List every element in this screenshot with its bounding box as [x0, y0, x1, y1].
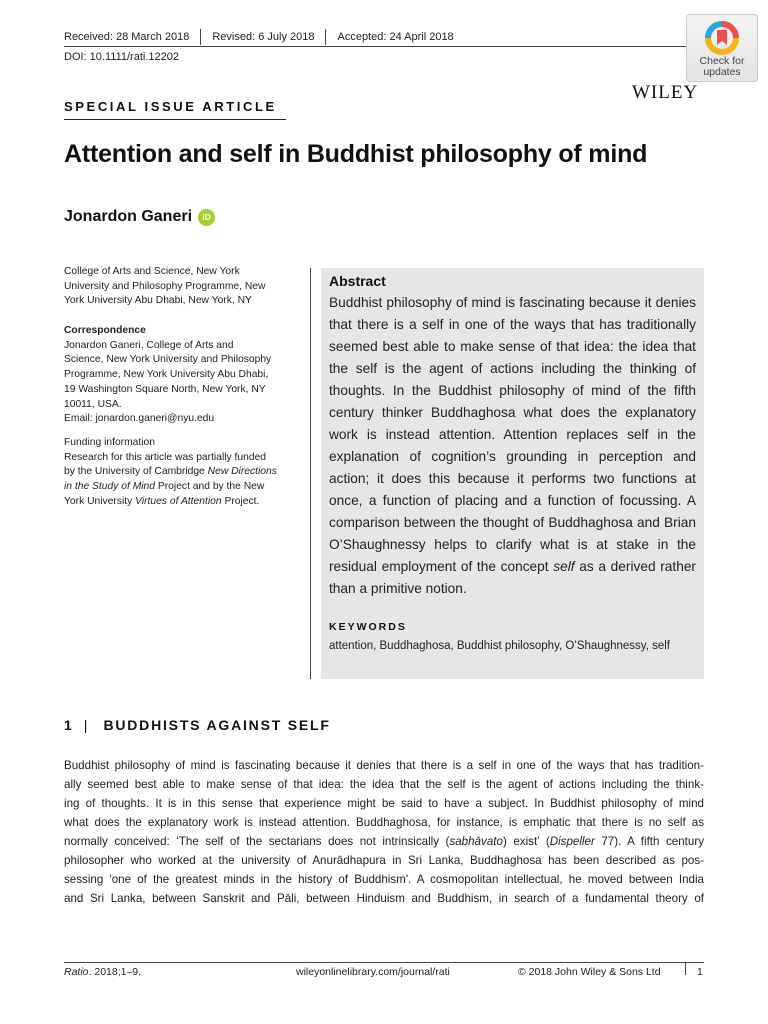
body-line: Buddhist philosophy of mind is fascinating because it denies that there is a self in one of the ways that has tradition- — [64, 759, 704, 772]
footer-divider — [685, 963, 686, 975]
keywords: attention, Buddhaghosa, Buddhist philosophy, O’Shaughnessy, self — [329, 640, 670, 652]
author-name[interactable]: Jonardon Ganeri — [64, 208, 193, 225]
body-line: ally seemed best able to make sense of that idea: the idea that the self is the agent of actions including the think- — [64, 778, 704, 791]
funding-line: in the Study of Mind Project and by the New — [64, 481, 265, 493]
correspondence-heading: Correspondence — [64, 325, 146, 336]
body-line: what does the explanatory work is instead attention. Buddhaghosa, for instance, is emphatic that there is no self as — [64, 816, 704, 829]
received-date: Received: 28 March 2018 — [64, 31, 190, 43]
body-line: normally conceived: ‘The self of the sectarians does not intrinsically (sabhāvato) exist’ (Dispeller 77). A fifth century — [64, 835, 705, 848]
body-line: ing of thoughts. It is in this sense that experience might be said to have a subject. In Buddhist philosophy of mind — [64, 797, 704, 810]
author-line — [64, 208, 215, 226]
affiliation-line: University and Philosophy Programme, New — [64, 280, 266, 292]
affiliation-line: College of Arts and Science, New York — [64, 266, 240, 277]
footer-rule — [64, 962, 704, 963]
divider — [200, 29, 201, 45]
divider — [325, 29, 326, 45]
correspondence-line: Science, New York University and Philosophy — [64, 354, 272, 366]
page-number: 1 — [697, 966, 703, 978]
check-updates-icon — [705, 21, 739, 55]
body-line: and Sri Lanka, between Sanskrit and Pāli, between Hinduism and Buddhism, in search of a fundamental theory of — [64, 892, 704, 905]
accepted-date: Accepted: 24 April 2018 — [337, 31, 454, 43]
footer-copyright: © 2018 John Wiley & Sons Ltd — [518, 966, 661, 978]
funding-line: Research for this article was partially funded — [64, 451, 267, 463]
revised-date: Revised: 6 July 2018 — [212, 31, 315, 43]
correspondence — [64, 324, 304, 427]
section-title: BUDDHISTS AGAINST SELF — [103, 717, 331, 733]
article-title: Attention and self in Buddhist philosophy of mind — [64, 140, 648, 168]
footer-citation: Ratio. 2018;1–9. — [64, 966, 142, 978]
header-rule — [64, 46, 704, 47]
affiliation — [64, 265, 304, 309]
abstract-heading: Abstract — [329, 273, 386, 289]
doi: DOI: 10.1111/rati.12202 — [64, 51, 179, 63]
check-for-updates-button[interactable] — [686, 14, 758, 82]
body-line: sessing 'one of the greatest minds in the history of Buddhism'. A cosmopolitan intellectual, he moved between India — [64, 873, 704, 886]
section-separator: | — [83, 717, 88, 733]
abstract-text: Buddhist philosophy of mind is fascinating because it denies that there is a self in one of the ways that has traditionally seemed best able to make sense of that idea: the idea that the self is the agent of actions including the thinking of thoughts. In the Buddhist philosophy of mind of the fifth century thinker Buddhaghosa what does the explanatory work is instead attention. Attention replaces self in the explanation of cognition’s grounding in perception and action; it does this because it performs two functions at once, a function of placing and a function of focussing. A comparison between the thought of Buddhaghosa and Brian O’Shaughnessy helps to clarify what is at stake in the residual employment of the concept self as a derived rather than a primitive notion. — [329, 295, 696, 596]
publisher-logo: WILEY — [632, 82, 699, 103]
correspondence-line: Programme, New York University Abu Dhabi, — [64, 369, 269, 381]
article-dates — [64, 29, 454, 45]
correspondence-line: 19 Washington Square North, New York, NY — [64, 383, 266, 395]
section-heading — [64, 717, 331, 733]
correspondence-line: 10011, USA. — [64, 398, 122, 410]
orcid-icon[interactable]: iD — [198, 209, 215, 226]
keywords-heading: KEYWORDS — [329, 621, 407, 633]
correspondence-email[interactable]: Email: jonardon.ganeri@nyu.edu — [64, 413, 215, 425]
funding — [64, 436, 304, 510]
check-updates-label-2: updates — [703, 66, 741, 78]
section-number: 1 — [64, 717, 72, 733]
funding-line: by the University of Cambridge New Directions — [64, 466, 277, 478]
column-divider — [310, 268, 311, 679]
funding-line: York University Virtues of Attention Project. — [64, 495, 260, 507]
article-type: SPECIAL ISSUE ARTICLE — [64, 99, 277, 114]
funding-heading: Funding information — [64, 437, 156, 448]
article-type-rule — [64, 119, 286, 120]
check-updates-label: Check for — [699, 55, 745, 67]
correspondence-line: Jonardon Ganeri, College of Arts and — [64, 339, 234, 351]
affiliation-line: York University Abu Dhabi, New York, NY — [64, 295, 252, 307]
footer-url[interactable]: wileyonlinelibrary.com/journal/rati — [296, 966, 450, 978]
body-line: philosopher who worked at the university of Anurādhapura in Sri Lanka, Buddhaghosa has been described as pos- — [64, 854, 704, 867]
body-paragraph — [64, 756, 704, 908]
